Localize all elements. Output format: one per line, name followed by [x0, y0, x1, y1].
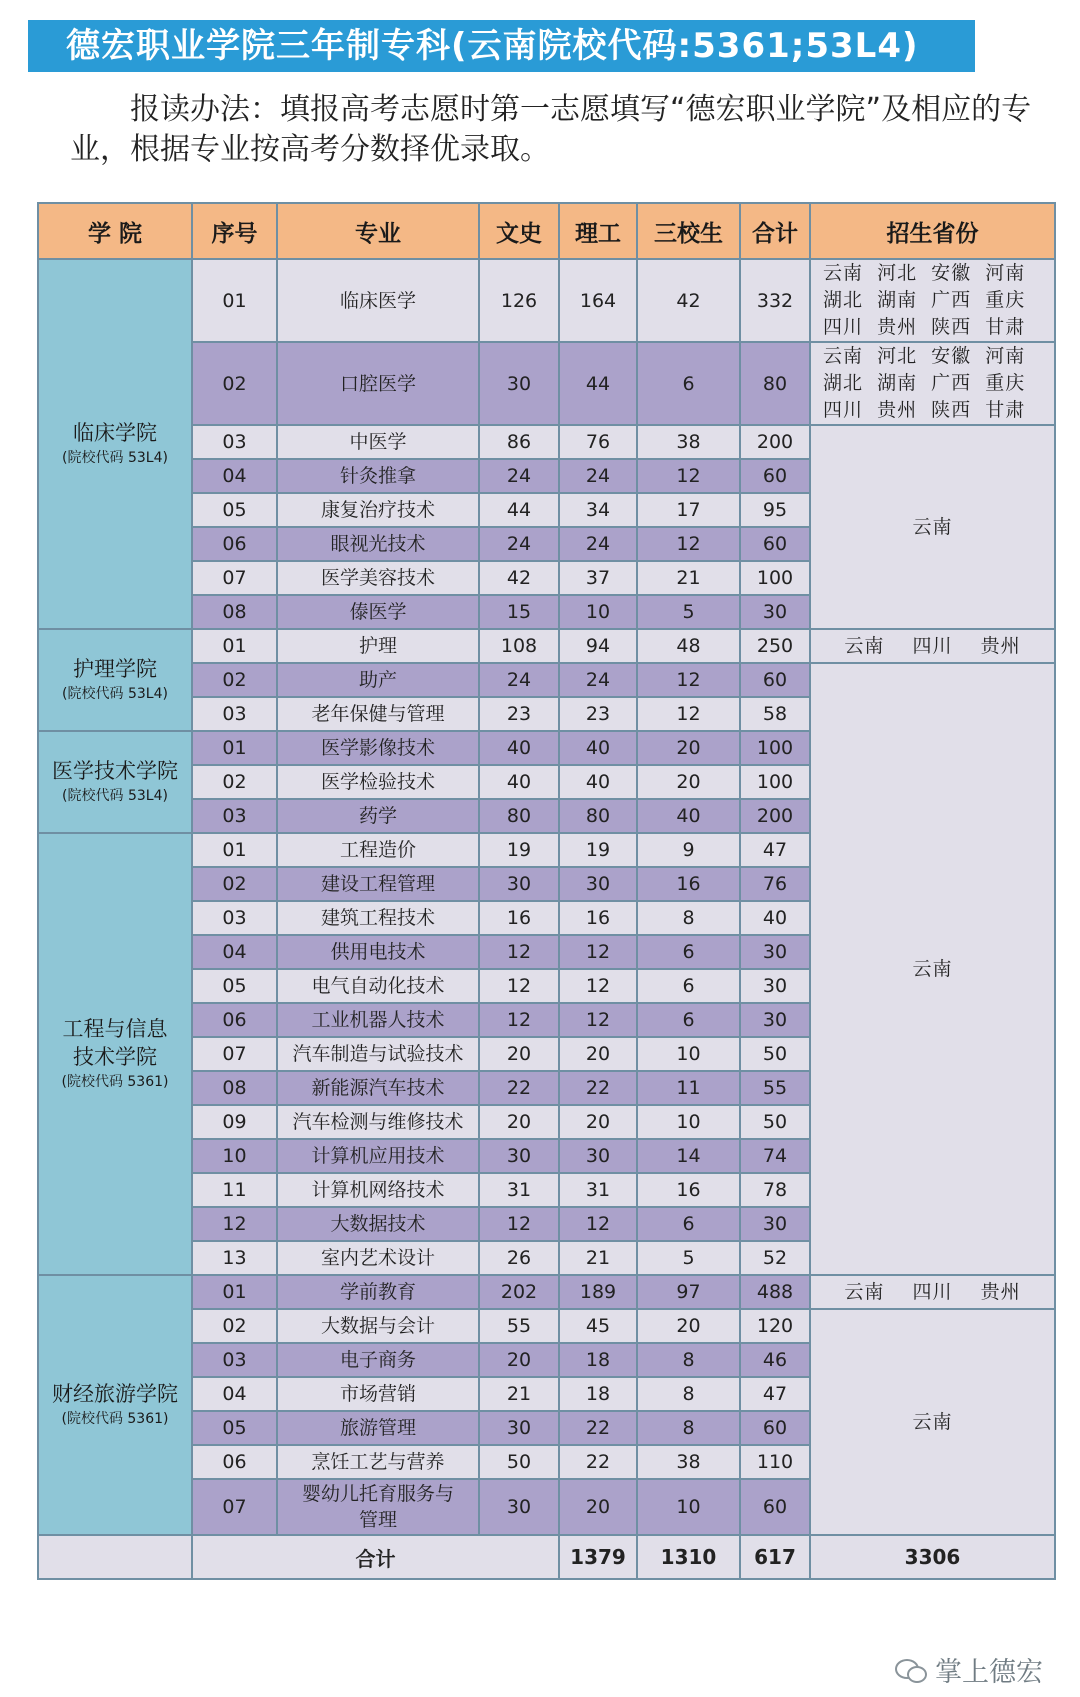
cell-heji: 47 — [740, 1377, 810, 1411]
cell-wenshi: 20 — [479, 1105, 559, 1139]
cell-sanxiao: 11 — [637, 1071, 740, 1105]
table-row — [38, 259, 1055, 342]
cell-major: 医学影像技术 — [277, 731, 479, 765]
cell-heji: 40 — [740, 901, 810, 935]
cell-wenshi: 23 — [479, 697, 559, 731]
cell-heji: 50 — [740, 1105, 810, 1139]
cell-seq: 06 — [192, 527, 277, 561]
cell-major: 汽车检测与维修技术 — [277, 1105, 479, 1139]
cell-ligong: 24 — [559, 459, 637, 493]
cell-heji: 46 — [740, 1343, 810, 1377]
cell-seq: 13 — [192, 1241, 277, 1275]
college-cell — [38, 731, 192, 833]
cell-wenshi: 40 — [479, 731, 559, 765]
cell-seq: 03 — [192, 697, 277, 731]
header-ligong: 理工 — [559, 203, 637, 259]
cell-major: 汽车制造与试验技术 — [277, 1037, 479, 1071]
cell-ligong: 30 — [559, 867, 637, 901]
cell-major: 眼视光技术 — [277, 527, 479, 561]
watermark — [895, 1650, 1043, 1689]
cell-ligong: 37 — [559, 561, 637, 595]
cell-major: 工程造价 — [277, 833, 479, 867]
header-seq: 序号 — [192, 203, 277, 259]
cell-sanxiao: 6 — [637, 1207, 740, 1241]
cell-sanxiao: 42 — [637, 259, 740, 342]
cell-sanxiao: 5 — [637, 1241, 740, 1275]
province-line: 云南 河北 安徽 河南 — [823, 345, 1026, 367]
cell-wenshi: 12 — [479, 1207, 559, 1241]
cell-major: 供用电技术 — [277, 935, 479, 969]
cell-seq: 05 — [192, 493, 277, 527]
cell-heji: 55 — [740, 1071, 810, 1105]
cell-wenshi: 15 — [479, 595, 559, 629]
province-cell — [810, 1309, 1055, 1535]
total-sanxiao: 617 — [740, 1535, 810, 1579]
cell-seq: 03 — [192, 1343, 277, 1377]
province-cell — [810, 663, 1055, 1275]
cell-heji: 200 — [740, 799, 810, 833]
cell-wenshi: 108 — [479, 629, 559, 663]
cell-major: 中医学 — [277, 425, 479, 459]
cell-sanxiao: 8 — [637, 901, 740, 935]
cell-seq: 01 — [192, 259, 277, 342]
cell-ligong: 34 — [559, 493, 637, 527]
cell-ligong: 164 — [559, 259, 637, 342]
cell-major: 学前教育 — [277, 1275, 479, 1309]
province-line: 云南 河北 安徽 河南 — [823, 262, 1026, 284]
cell-heji: 100 — [740, 561, 810, 595]
college-code: (院校代码 5361) — [61, 1411, 169, 1427]
cell-sanxiao: 10 — [637, 1037, 740, 1071]
cell-seq: 06 — [192, 1003, 277, 1037]
cell-major: 康复治疗技术 — [277, 493, 479, 527]
header-wenshi: 文史 — [479, 203, 559, 259]
college-name: 临床学院 — [73, 421, 157, 445]
cell-wenshi: 24 — [479, 527, 559, 561]
cell-seq: 02 — [192, 867, 277, 901]
cell-ligong: 30 — [559, 1139, 637, 1173]
cell-wenshi: 55 — [479, 1309, 559, 1343]
cell-major: 大数据技术 — [277, 1207, 479, 1241]
cell-wenshi: 21 — [479, 1377, 559, 1411]
cell-heji: 78 — [740, 1173, 810, 1207]
total-college-blank — [38, 1535, 192, 1579]
cell-ligong: 20 — [559, 1037, 637, 1071]
cell-sanxiao: 6 — [637, 935, 740, 969]
cell-sanxiao: 6 — [637, 1003, 740, 1037]
cell-major: 傣医学 — [277, 595, 479, 629]
cell-ligong: 22 — [559, 1071, 637, 1105]
admissions-table — [37, 202, 1056, 1580]
cell-heji: 488 — [740, 1275, 810, 1309]
cell-sanxiao: 6 — [637, 342, 740, 425]
college-cell — [38, 833, 192, 1275]
cell-heji: 74 — [740, 1139, 810, 1173]
table-row — [38, 1275, 1055, 1309]
cell-wenshi: 12 — [479, 969, 559, 1003]
cell-ligong: 40 — [559, 765, 637, 799]
cell-ligong: 24 — [559, 663, 637, 697]
college-name: 技术学院 — [73, 1045, 157, 1069]
cell-sanxiao: 12 — [637, 459, 740, 493]
cell-sanxiao: 38 — [637, 425, 740, 459]
cell-heji: 30 — [740, 595, 810, 629]
cell-wenshi: 30 — [479, 1139, 559, 1173]
province-line: 湖北 湖南 广西 重庆 — [823, 372, 1026, 394]
cell-ligong: 16 — [559, 901, 637, 935]
cell-heji: 52 — [740, 1241, 810, 1275]
cell-heji: 50 — [740, 1037, 810, 1071]
cell-heji: 120 — [740, 1309, 810, 1343]
cell-wenshi: 12 — [479, 935, 559, 969]
college-code: (院校代码 53L4) — [62, 686, 168, 702]
college-name: 护理学院 — [73, 657, 157, 681]
cell-seq: 06 — [192, 1445, 277, 1479]
province-cell — [810, 425, 1055, 629]
cell-major: 计算机应用技术 — [277, 1139, 479, 1173]
cell-wenshi: 44 — [479, 493, 559, 527]
college-code: (院校代码 5361) — [61, 1074, 169, 1090]
cell-wenshi: 40 — [479, 765, 559, 799]
cell-ligong: 12 — [559, 969, 637, 1003]
cell-heji: 60 — [740, 459, 810, 493]
cell-seq: 01 — [192, 833, 277, 867]
cell-ligong: 189 — [559, 1275, 637, 1309]
cell-wenshi: 16 — [479, 901, 559, 935]
cell-sanxiao: 20 — [637, 1309, 740, 1343]
intro-paragraph: 报读办法：填报高考志愿时第一志愿填写“德宏职业学院”及相应的专业，根据专业按高考分数择优录取。 — [70, 92, 1032, 167]
cell-major: 护理 — [277, 629, 479, 663]
cell-sanxiao: 8 — [637, 1343, 740, 1377]
cell-seq: 02 — [192, 663, 277, 697]
college-cell — [38, 259, 192, 629]
cell-ligong: 18 — [559, 1377, 637, 1411]
cell-seq: 12 — [192, 1207, 277, 1241]
cell-major: 建设工程管理 — [277, 867, 479, 901]
cell-seq: 07 — [192, 561, 277, 595]
cell-major: 婴幼儿托育服务与管理 — [277, 1479, 479, 1535]
header-college: 学 院 — [38, 203, 192, 259]
cell-wenshi: 24 — [479, 459, 559, 493]
cell-heji: 30 — [740, 1207, 810, 1241]
cell-seq: 09 — [192, 1105, 277, 1139]
header-sanxiao: 三校生 — [637, 203, 740, 259]
cell-heji: 95 — [740, 493, 810, 527]
cell-major: 电子商务 — [277, 1343, 479, 1377]
cell-sanxiao: 16 — [637, 1173, 740, 1207]
cell-ligong: 23 — [559, 697, 637, 731]
college-name: 工程与信息 — [62, 1017, 168, 1041]
cell-seq: 07 — [192, 1479, 277, 1535]
cell-heji: 100 — [740, 731, 810, 765]
cell-seq: 02 — [192, 1309, 277, 1343]
cell-seq: 02 — [192, 765, 277, 799]
cell-ligong: 12 — [559, 935, 637, 969]
province-text: 云南 四川 贵州 — [844, 634, 1021, 657]
cell-wenshi: 30 — [479, 1411, 559, 1445]
cell-wenshi: 12 — [479, 1003, 559, 1037]
cell-sanxiao: 21 — [637, 561, 740, 595]
cell-heji: 110 — [740, 1445, 810, 1479]
wechat-icon — [895, 1657, 927, 1683]
cell-major: 电气自动化技术 — [277, 969, 479, 1003]
cell-seq: 01 — [192, 629, 277, 663]
cell-ligong: 76 — [559, 425, 637, 459]
cell-wenshi: 202 — [479, 1275, 559, 1309]
cell-seq: 04 — [192, 1377, 277, 1411]
cell-ligong: 18 — [559, 1343, 637, 1377]
cell-ligong: 20 — [559, 1105, 637, 1139]
cell-major: 室内艺术设计 — [277, 1241, 479, 1275]
cell-ligong: 22 — [559, 1445, 637, 1479]
cell-heji: 60 — [740, 1411, 810, 1445]
cell-ligong: 45 — [559, 1309, 637, 1343]
cell-major: 医学美容技术 — [277, 561, 479, 595]
total-label: 合计 — [192, 1535, 559, 1579]
province-text: 云南 四川 贵州 — [844, 1280, 1021, 1303]
cell-major: 大数据与会计 — [277, 1309, 479, 1343]
watermark-text: 掌上德宏 — [935, 1657, 1043, 1688]
cell-heji: 250 — [740, 629, 810, 663]
cell-heji: 100 — [740, 765, 810, 799]
cell-seq: 03 — [192, 799, 277, 833]
cell-seq: 02 — [192, 342, 277, 425]
page-banner-title: 德宏职业学院三年制专科(云南院校代码:5361;53L4) — [28, 20, 975, 72]
cell-seq: 03 — [192, 901, 277, 935]
total-ligong: 1310 — [637, 1535, 740, 1579]
cell-seq: 07 — [192, 1037, 277, 1071]
cell-seq: 08 — [192, 595, 277, 629]
cell-major: 烹饪工艺与营养 — [277, 1445, 479, 1479]
cell-sanxiao: 16 — [637, 867, 740, 901]
cell-heji: 30 — [740, 935, 810, 969]
province-cell — [810, 1275, 1055, 1309]
cell-ligong: 21 — [559, 1241, 637, 1275]
header-total: 合计 — [740, 203, 810, 259]
cell-wenshi: 42 — [479, 561, 559, 595]
cell-wenshi: 20 — [479, 1343, 559, 1377]
cell-sanxiao: 8 — [637, 1411, 740, 1445]
cell-sanxiao: 9 — [637, 833, 740, 867]
cell-major: 临床医学 — [277, 259, 479, 342]
cell-heji: 332 — [740, 259, 810, 342]
cell-major: 针灸推拿 — [277, 459, 479, 493]
cell-heji: 60 — [740, 1479, 810, 1535]
cell-seq: 08 — [192, 1071, 277, 1105]
cell-sanxiao: 38 — [637, 1445, 740, 1479]
total-wenshi: 1379 — [559, 1535, 637, 1579]
cell-ligong: 22 — [559, 1411, 637, 1445]
province-line: 湖北 湖南 广西 重庆 — [823, 289, 1026, 311]
cell-seq: 05 — [192, 1411, 277, 1445]
province-cell — [810, 342, 1055, 425]
cell-sanxiao: 97 — [637, 1275, 740, 1309]
province-cell — [810, 259, 1055, 342]
cell-seq: 10 — [192, 1139, 277, 1173]
cell-heji: 47 — [740, 833, 810, 867]
cell-seq: 05 — [192, 969, 277, 1003]
cell-wenshi: 30 — [479, 867, 559, 901]
cell-ligong: 44 — [559, 342, 637, 425]
cell-heji: 60 — [740, 663, 810, 697]
cell-major: 市场营销 — [277, 1377, 479, 1411]
cell-major: 药学 — [277, 799, 479, 833]
cell-ligong: 12 — [559, 1207, 637, 1241]
cell-heji: 80 — [740, 342, 810, 425]
total-row — [38, 1535, 1055, 1579]
cell-seq: 04 — [192, 935, 277, 969]
total-heji: 3306 — [810, 1535, 1055, 1579]
college-code: (院校代码 53L4) — [62, 450, 168, 466]
cell-ligong: 31 — [559, 1173, 637, 1207]
cell-sanxiao: 12 — [637, 697, 740, 731]
province-text: 云南 — [912, 1410, 953, 1433]
cell-sanxiao: 10 — [637, 1105, 740, 1139]
cell-wenshi: 30 — [479, 1479, 559, 1535]
cell-heji: 60 — [740, 527, 810, 561]
cell-wenshi: 31 — [479, 1173, 559, 1207]
cell-wenshi: 26 — [479, 1241, 559, 1275]
cell-major: 助产 — [277, 663, 479, 697]
header-provinces: 招生省份 — [810, 203, 1055, 259]
cell-wenshi: 80 — [479, 799, 559, 833]
province-line: 四川 贵州 陕西 甘肃 — [823, 316, 1026, 338]
cell-seq: 03 — [192, 425, 277, 459]
table-header-row — [38, 203, 1055, 259]
college-name: 财经旅游学院 — [52, 1382, 178, 1406]
cell-major: 计算机网络技术 — [277, 1173, 479, 1207]
cell-sanxiao: 48 — [637, 629, 740, 663]
cell-heji: 76 — [740, 867, 810, 901]
province-line: 四川 贵州 陕西 甘肃 — [823, 399, 1026, 421]
cell-sanxiao: 20 — [637, 765, 740, 799]
province-cell — [810, 629, 1055, 663]
cell-heji: 30 — [740, 1003, 810, 1037]
cell-sanxiao: 8 — [637, 1377, 740, 1411]
cell-wenshi: 126 — [479, 259, 559, 342]
college-code: (院校代码 53L4) — [62, 788, 168, 804]
cell-major: 工业机器人技术 — [277, 1003, 479, 1037]
table-row — [38, 629, 1055, 663]
cell-ligong: 40 — [559, 731, 637, 765]
cell-sanxiao: 20 — [637, 731, 740, 765]
cell-major: 口腔医学 — [277, 342, 479, 425]
cell-major: 老年保健与管理 — [277, 697, 479, 731]
cell-sanxiao: 12 — [637, 663, 740, 697]
cell-sanxiao: 10 — [637, 1479, 740, 1535]
cell-ligong: 24 — [559, 527, 637, 561]
header-major: 专业 — [277, 203, 479, 259]
cell-wenshi: 30 — [479, 342, 559, 425]
cell-heji: 58 — [740, 697, 810, 731]
cell-sanxiao: 5 — [637, 595, 740, 629]
cell-seq: 01 — [192, 731, 277, 765]
cell-seq: 11 — [192, 1173, 277, 1207]
cell-ligong: 94 — [559, 629, 637, 663]
cell-ligong: 80 — [559, 799, 637, 833]
cell-ligong: 10 — [559, 595, 637, 629]
cell-sanxiao: 12 — [637, 527, 740, 561]
cell-wenshi: 20 — [479, 1037, 559, 1071]
cell-heji: 200 — [740, 425, 810, 459]
cell-ligong: 19 — [559, 833, 637, 867]
cell-seq: 04 — [192, 459, 277, 493]
college-name: 医学技术学院 — [52, 759, 178, 783]
cell-major: 新能源汽车技术 — [277, 1071, 479, 1105]
cell-wenshi: 22 — [479, 1071, 559, 1105]
cell-seq: 01 — [192, 1275, 277, 1309]
cell-sanxiao: 40 — [637, 799, 740, 833]
province-text: 云南 — [912, 515, 953, 538]
cell-sanxiao: 17 — [637, 493, 740, 527]
cell-wenshi: 19 — [479, 833, 559, 867]
province-text: 云南 — [912, 957, 953, 980]
cell-heji: 30 — [740, 969, 810, 1003]
cell-major: 医学检验技术 — [277, 765, 479, 799]
cell-wenshi: 86 — [479, 425, 559, 459]
cell-wenshi: 24 — [479, 663, 559, 697]
cell-sanxiao: 6 — [637, 969, 740, 1003]
cell-ligong: 12 — [559, 1003, 637, 1037]
college-cell — [38, 1275, 192, 1535]
cell-sanxiao: 14 — [637, 1139, 740, 1173]
cell-wenshi: 50 — [479, 1445, 559, 1479]
college-cell — [38, 629, 192, 731]
cell-ligong: 20 — [559, 1479, 637, 1535]
cell-major: 建筑工程技术 — [277, 901, 479, 935]
cell-major: 旅游管理 — [277, 1411, 479, 1445]
